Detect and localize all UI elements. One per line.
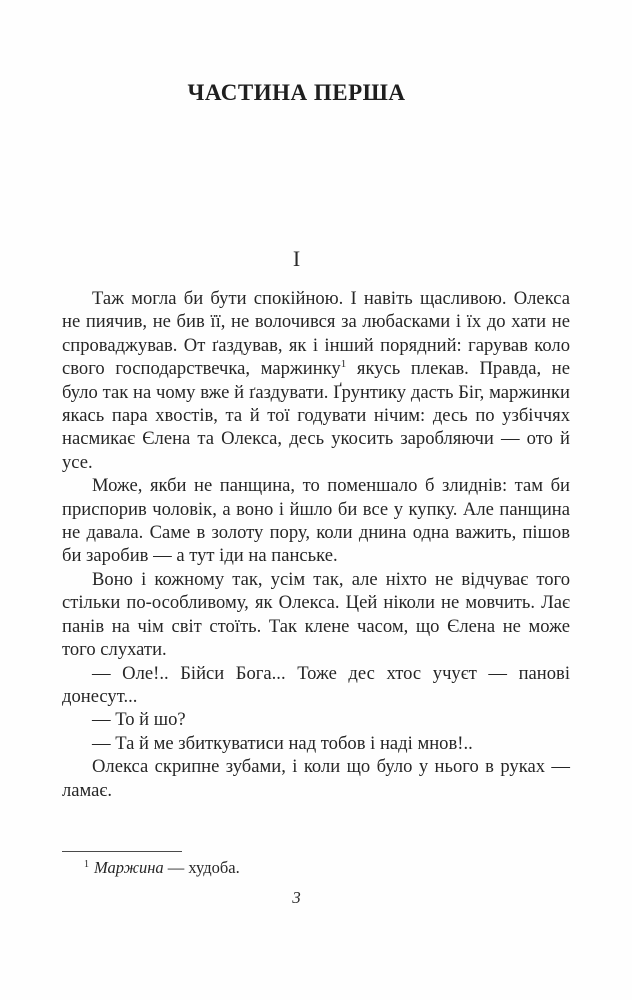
footnote-rule bbox=[62, 851, 182, 852]
page-number: 3 bbox=[292, 888, 301, 907]
body-paragraph: Воно і кожному так, усім так, але ніхто не відчуває того стільки по-особливому, як Олекса. Цей ніколи не мовчить. Лає панів на чім світ стоїть. Так клене часом, що Єлена не може того слухати. bbox=[62, 568, 570, 661]
dialogue-paragraph: — Оле!.. Бійси Бога... Тоже дес хтос учуєт — панові донесут... bbox=[62, 662, 570, 707]
part-title: ЧАСТИНА ПЕРША bbox=[187, 80, 406, 105]
chapter-number: I bbox=[292, 246, 301, 271]
dialogue-paragraph: — То й шо? bbox=[92, 709, 186, 731]
footnote bbox=[62, 851, 570, 878]
body-paragraph: Олекса скрипне зубами, і коли що було у нього в руках — ламає. bbox=[62, 756, 570, 801]
dialogue-paragraph: — Та й ме збиткуватиси над тобов і наді мнов!.. bbox=[92, 732, 473, 754]
footnote-definition: — худоба. bbox=[163, 858, 240, 877]
footnote-marker: 1 bbox=[84, 858, 89, 870]
body-text bbox=[62, 287, 570, 802]
footnote-term: Маржина bbox=[94, 858, 164, 877]
footnote-reference: 1 bbox=[340, 358, 347, 371]
body-paragraph: Таж могла би бути спокійною. І навіть щасливою. Олекса не пиячив, не бив її, не волочився за любасками і їх до хати не спроваджував. От ґаздував, як і інший порядний: гарував коло свого господарствечка, маржинку$^1$ якусь плекав. Правда, не було так на чому вже й ґаздувати. Ґрунтику дасть Біг, маржинки якась пара хвостів, та й тої годувати нічим: десь по узбіччях насмикає Єлена та Олекса, десь укосить заробляючи — ото й усе. bbox=[62, 288, 570, 473]
body-paragraph: Може, якби не панщина, то поменшало б злиднів: там би приспорив чоловік, а воно і йшло би все у купку. Але панщина не давала. Саме в золоту пору, коли днина одна важить, пішов би заробив — а тут іди на панське. bbox=[62, 475, 570, 567]
footnote-text bbox=[62, 858, 570, 878]
